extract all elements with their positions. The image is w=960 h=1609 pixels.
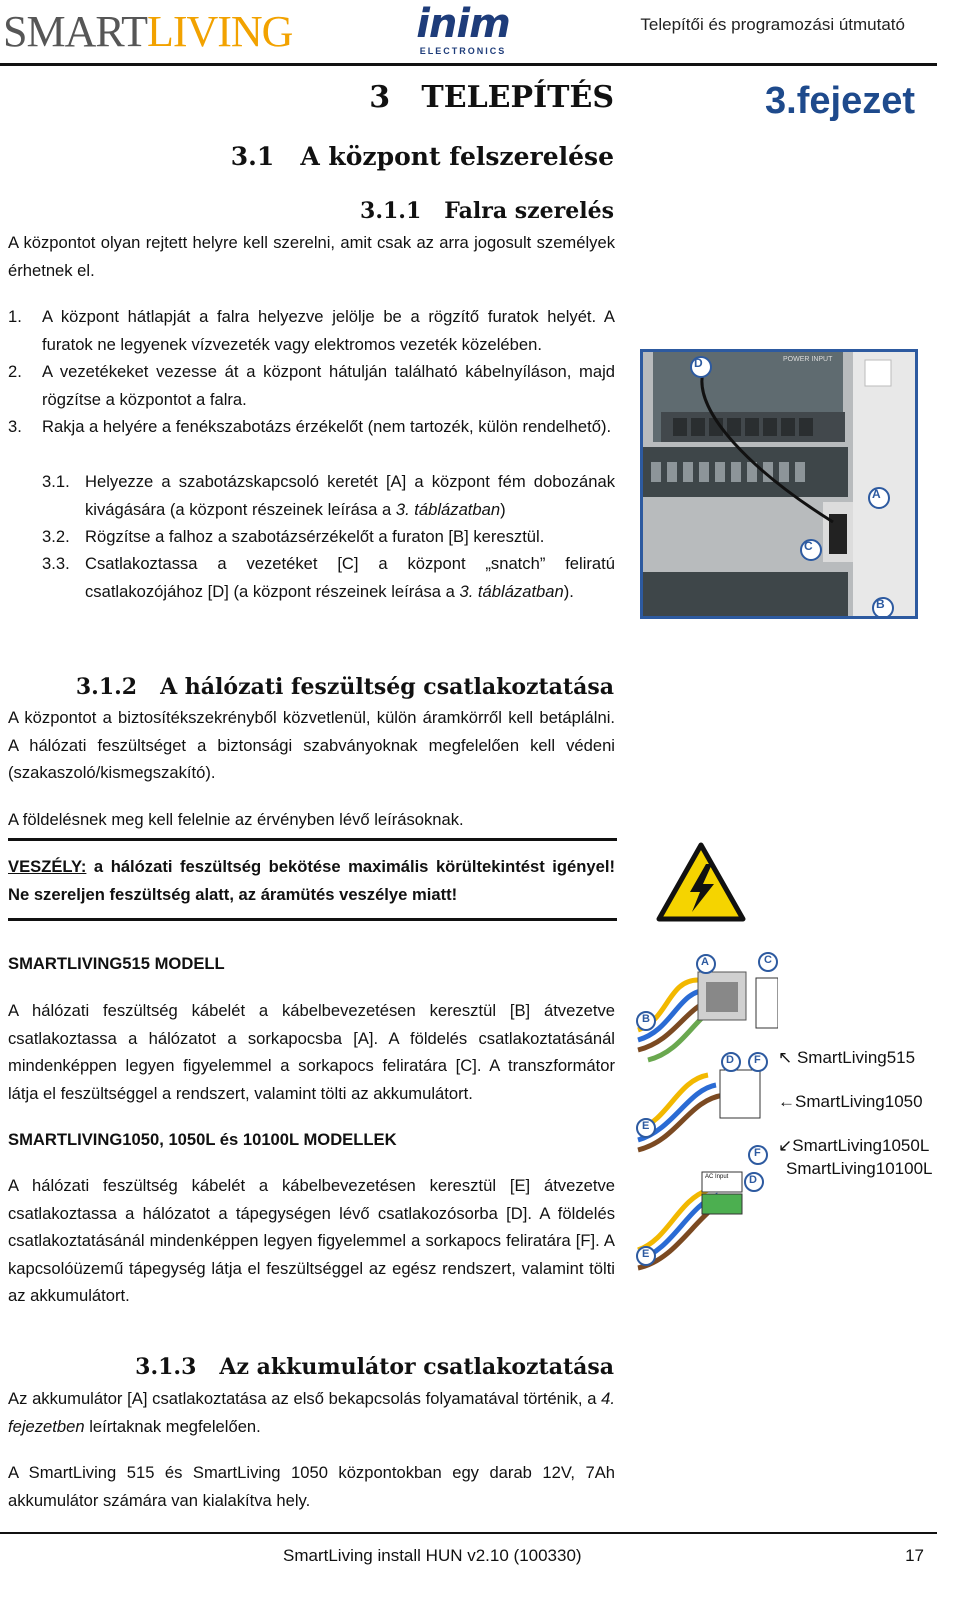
table-reference: 3. táblázatban: [459, 581, 564, 601]
list-number: 3.: [8, 417, 22, 436]
warning-bottom-divider: [8, 918, 617, 921]
logo-living-text: LIVING: [146, 7, 293, 56]
diagram-label-c: C: [764, 954, 772, 966]
diagram-label-f: F: [754, 1054, 761, 1066]
battery-paragraph-2: A SmartLiving 515 és SmartLiving 1050 központokban egy darab 12V, 7Ah akkumulátor számára van kialakítva hely.: [8, 1463, 615, 1510]
list-number: 2.: [8, 362, 22, 381]
sub-list-number: 3.3.: [42, 554, 70, 573]
warning-message: a hálózati feszültség bekötése maximális körültekintést igényel! Ne szereljen feszültség alatt, az áramütés veszélye miatt!: [8, 857, 615, 904]
guide-title: Telepítői és programozási útmutató: [640, 15, 905, 34]
warning-top-divider: [8, 838, 617, 841]
header-divider: [0, 63, 937, 66]
model-1050-title: SMARTLIVING1050, 1050L és 10100L MODELLEK: [8, 1130, 397, 1149]
sub-list-text: Csatlakoztassa a vezetéket [C] a központ „snatch” feliratú csatlakozójához [D] (a központ részeinek leírása a: [85, 554, 615, 601]
photo-label-a: A: [872, 487, 881, 501]
inim-logo-text: inim: [416, 1, 510, 47]
inim-logo: [413, 2, 513, 56]
section-3-1-heading: 3.1 A központ felszerelése: [230, 142, 614, 171]
list-text: Rakja a helyére a fenékszabotázs érzékelőt (nem tartozék, külön rendelhető).: [42, 417, 612, 436]
photo-label-c: C: [804, 539, 813, 553]
wiring-diagram-illustration: [628, 950, 778, 1275]
sub-list-tail: ): [500, 499, 506, 519]
wall-mount-intro: A központot olyan rejtett helyre kell szerelni, amit csak az arra jogosult személyek érhetnek el.: [8, 233, 615, 280]
photo-label-b: B: [876, 597, 885, 611]
list-number: 1.: [8, 307, 22, 326]
wiring-diagram: [628, 950, 778, 1275]
model-1050-text: A hálózati feszültség kábelét a kábelbevezetésen keresztül [E] átvezetve csatlakoztassa a hálózatot a tápegységen lévő csatlakozósorba [D]. A földelés csatlakoztatásánál mindenképpen legyen figyelemmel a sorkapocs feliratára [F]. A kapcsolóüzemű tápegység látja el feszültséggel az egész rendszert, valamint tölti az akkumulátort.: [8, 1176, 615, 1305]
model-tag-10100l: SmartLiving10100L: [786, 1159, 933, 1178]
model-tag-515: ↖ SmartLiving515: [778, 1048, 916, 1067]
electric-hazard-icon: [656, 842, 746, 922]
smartliving-logo: [3, 7, 293, 56]
diagram-label-b: B: [642, 1013, 650, 1025]
sub-list-item: [42, 523, 615, 551]
diagram-label-e: E: [642, 1248, 650, 1260]
model-515-title: SMARTLIVING515 MODELL: [8, 954, 225, 973]
panel-photo-illustration: [643, 352, 915, 616]
warning-text: [8, 853, 615, 908]
ac-input-label: AC Input: [705, 1174, 729, 1180]
battery-paragraph-1: [8, 1385, 615, 1440]
chapter-heading: 3 TELEPÍTÉS: [369, 80, 614, 115]
section-3-1-2-heading: 3.1.2 A hálózati feszültség csatlakoztatása: [75, 674, 614, 700]
model-tag-1050l: ↙SmartLiving1050L: [778, 1136, 930, 1155]
list-item: [8, 358, 615, 413]
diagram-label-d: D: [726, 1054, 734, 1066]
table-reference: 3. táblázatban: [395, 499, 501, 519]
photo-board-text: POWER INPUT: [783, 356, 833, 363]
sub-list-number: 3.2.: [42, 527, 70, 546]
sub-list-text: Rögzítse a falhoz a szabotázsérzékelőt a furaton [B] keresztül.: [85, 527, 545, 546]
mains-paragraph-2: A földelésnek meg kell felelnie az érvényben lévő leírásoknak.: [8, 810, 464, 829]
sub-list-item: [42, 550, 615, 605]
battery-p1-text: Az akkumulátor [A] csatlakoztatása az első bekapcsolás folyamatával történik, a: [8, 1389, 602, 1408]
chapter-reference: 4. fejezetben: [8, 1389, 615, 1436]
list-text: A központ hátlapját a falra helyezve jelölje be a rögzítő furatok helyét. A furatok ne legyenek vízvezeték vagy elektromos vezeték közelében.: [42, 307, 615, 354]
diagram-label-a: A: [701, 956, 709, 968]
chapter-label: 3.fejezet: [765, 80, 915, 122]
mains-paragraph-1: A központot a biztosítékszekrényből közvetlenül, külön áramkörről kell betáplálni. A hálózati feszültséget a biztonsági szabványoknak megfelelően kell védeni (szakaszoló/kismegszakító).: [8, 708, 615, 782]
footer-doc-id: SmartLiving install HUN v2.10 (100330): [283, 1546, 582, 1565]
model-tag-1050: ←SmartLiving1050: [778, 1092, 923, 1111]
model-515-text: A hálózati feszültség kábelét a kábelbevezetésen keresztül [B] átvezetve csatlakoztassa a hálózatot a sorkapocsba [A]. A földelés csatlakoztatásánál mindenképpen legyen figyelemmel a sorkapocs feliratára [C]. A transzformátor látja el feszültséggel a rendszert, valamint tölti az akkumulátort.: [8, 1001, 615, 1103]
panel-photo: [640, 349, 918, 619]
logo-smart-text: SMART: [3, 7, 147, 56]
inim-logo-subtext: ELECTRONICS: [419, 46, 507, 56]
sub-list-item: [42, 468, 615, 523]
sub-list-text: Helyezze a szabotázskapcsoló keretét [A] a központ fém dobozának kivágására (a központ részeinek leírása a: [85, 472, 615, 519]
list-item: [8, 303, 615, 358]
page-number: 17: [905, 1546, 924, 1565]
sub-list-number: 3.1.: [42, 472, 70, 491]
list-text: A vezetékeket vezesse át a központ hátulján található kábelnyíláson, majd rögzítse a központot a falra.: [42, 362, 615, 409]
sub-list-tail: ).: [563, 581, 574, 601]
list-item: [8, 413, 615, 441]
footer-divider: [0, 1532, 937, 1534]
photo-label-d: D: [694, 356, 703, 370]
section-3-1-1-heading: 3.1.1 Falra szerelés: [360, 198, 614, 224]
diagram-label-d: D: [749, 1174, 757, 1186]
section-3-1-3-heading: 3.1.3 Az akkumulátor csatlakoztatása: [135, 1354, 614, 1380]
warning-label: VESZÉLY:: [8, 857, 87, 876]
battery-p1-tail: leírtaknak megfelelően.: [84, 1416, 261, 1436]
diagram-label-f: F: [754, 1147, 761, 1159]
diagram-label-e: E: [642, 1120, 650, 1132]
